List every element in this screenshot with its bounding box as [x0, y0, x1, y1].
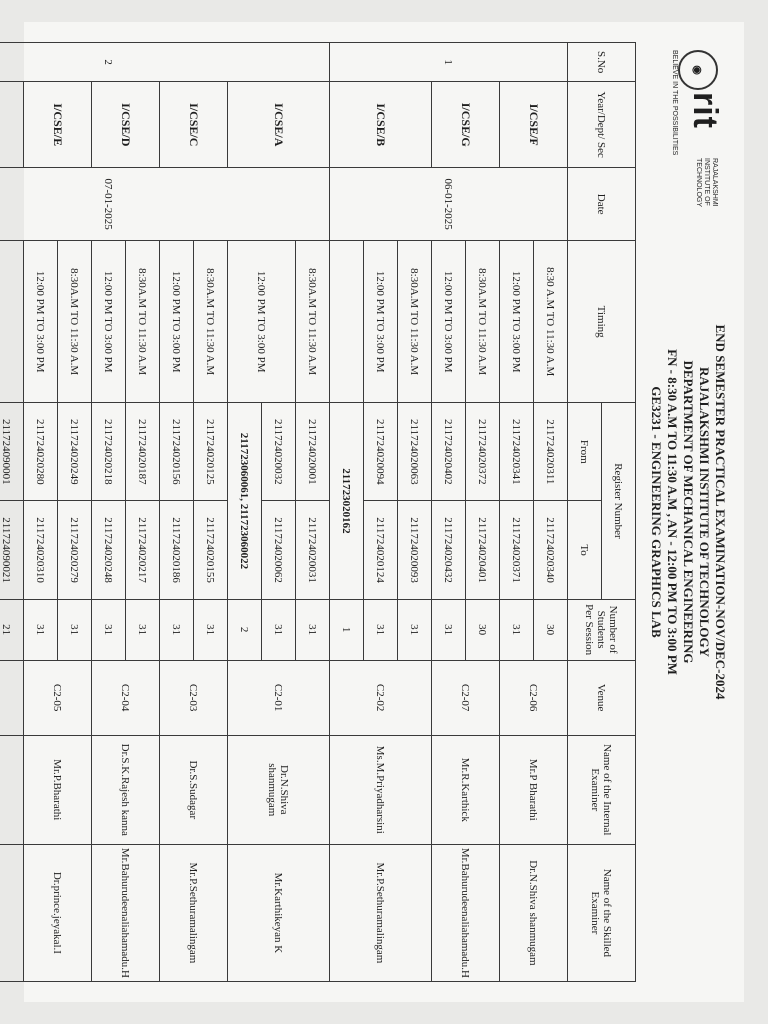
- register-from-cell: 211724020032: [262, 403, 296, 501]
- student-count-cell: 31: [262, 599, 296, 660]
- student-count-cell: 31: [500, 599, 534, 660]
- register-to-cell: 211724020031: [296, 501, 330, 599]
- student-count-cell: 1: [330, 599, 364, 660]
- register-to-cell: 211724020401: [466, 501, 500, 599]
- register-to-cell: 211724020432: [432, 501, 466, 599]
- logo-emblem-icon: ◉: [678, 50, 718, 90]
- student-count-cell: 31: [398, 599, 432, 660]
- title-line: GE3231 - ENGINEERING GRAPHICS LAB: [649, 386, 664, 638]
- timing-cell: 8:30A.M TO 11:30 A.M: [58, 241, 92, 403]
- skilled-examiner-cell: Mr.Bahurudeenaliahamadu.H: [92, 844, 160, 981]
- document-sheet: [0, 22, 744, 1002]
- register-from-cell: 211724020218: [92, 403, 126, 501]
- venue-cell: C2-04: [92, 660, 160, 735]
- student-count-cell: 21: [0, 599, 24, 660]
- venue-cell: C2-01: [228, 660, 330, 735]
- skilled-examiner-cell: [0, 844, 24, 981]
- year-dept-sec-cell: I/CSE/F: [500, 82, 568, 168]
- register-from-cell: 211724020249: [58, 403, 92, 501]
- register-to-cell: 211724090021: [0, 501, 24, 599]
- register-from-cell: 211724020372: [466, 403, 500, 501]
- register-from-cell: 211724020187: [126, 403, 160, 501]
- serial-number-cell: 2: [0, 43, 330, 82]
- logo-institute-name: RAJALAKSHMI INSTITUTE OF TECHNOLOGY: [695, 158, 718, 208]
- header-internal-examiner: Name of the Internal Examiner: [568, 735, 636, 844]
- timing-cell: 12:00 PM TO 3:00 PM: [92, 241, 126, 403]
- internal-examiner-cell: Mr.P Bharathi: [500, 735, 568, 844]
- skilled-examiner-cell: Mr.P.Sethuramalingam: [160, 844, 228, 981]
- timing-cell: 8:30A.M TO 11:30 A.M: [126, 241, 160, 403]
- register-to-cell: 211724020093: [398, 501, 432, 599]
- register-to-cell: 211724020371: [500, 501, 534, 599]
- student-count-cell: 30: [466, 599, 500, 660]
- register-from-cell: 211724020063: [398, 403, 432, 501]
- student-count-cell: 30: [534, 599, 568, 660]
- table-body: [0, 43, 568, 982]
- student-count-cell: 31: [160, 599, 194, 660]
- register-from-cell: 211724020156: [160, 403, 194, 501]
- register-from-cell: 211724020125: [194, 403, 228, 501]
- register-to-cell: 211724020310: [24, 501, 58, 599]
- header-venue: Venue: [568, 660, 636, 735]
- year-dept-sec-cell: I/CSE/B: [330, 82, 432, 168]
- timing-cell: 8:30A.M TO 11:30 A.M: [194, 241, 228, 403]
- title-line: DEPARTMENT OF MECHANICAL ENGINEERING: [681, 360, 696, 664]
- timing-cell: 12:00 PM TO 3:00 PM: [364, 241, 398, 403]
- institute-logo: [664, 50, 724, 220]
- header-date: Date: [568, 168, 636, 241]
- register-from-cell: 211724020341: [500, 403, 534, 501]
- timing-cell: 8:30A.M TO 11:30 A.M: [466, 241, 500, 403]
- timing-cell: 12:00 PM TO 3:00 PM: [432, 241, 466, 403]
- header-sno: S.No: [568, 43, 636, 82]
- student-count-cell: 31: [194, 599, 228, 660]
- timing-cell: 12:00 PM TO 3:00 PM: [228, 241, 296, 403]
- register-to-cell: 211724020124: [364, 501, 398, 599]
- student-count-cell: 31: [126, 599, 160, 660]
- register-number-cell: 211723020162: [330, 403, 364, 599]
- student-count-cell: 31: [296, 599, 330, 660]
- register-from-cell: 211724020094: [364, 403, 398, 501]
- serial-number-cell: 1: [330, 43, 568, 82]
- logo-brand: rit: [686, 92, 724, 129]
- timing-cell: 8:30 A.M TO 11:30 A.M: [534, 241, 568, 403]
- timing-cell: 12:00 PM TO 3:00 PM: [500, 241, 534, 403]
- student-count-cell: 31: [364, 599, 398, 660]
- register-to-cell: 211724020340: [534, 501, 568, 599]
- internal-examiner-cell: Dr.S.Sudagar: [160, 735, 228, 844]
- venue-cell: C2-05: [24, 660, 92, 735]
- venue-cell: C2-07: [432, 660, 500, 735]
- timing-cell: 12:00 PM TO 3:00 PM: [24, 241, 58, 403]
- skilled-examiner-cell: Dr.prince.jeyakal.I: [24, 844, 92, 981]
- venue-cell: [0, 660, 24, 735]
- register-to-cell: 211724020155: [194, 501, 228, 599]
- title-line: END SEMESTER PRACTICAL EXAMINATION-NOV/DEC-2024: [713, 324, 728, 700]
- year-dept-sec-cell: I/CSE/E: [24, 82, 92, 168]
- timing-cell: 8:30A.M TO 11:30 A.M: [296, 241, 330, 403]
- header-timing: Timing: [568, 241, 636, 403]
- register-to-cell: 211724020062: [262, 501, 296, 599]
- register-from-cell: 211724020402: [432, 403, 466, 501]
- date-cell: 07-01-2025: [0, 168, 330, 241]
- skilled-examiner-cell: Dr.N.Shiva shanmugam: [500, 844, 568, 981]
- register-from-cell: 211724020280: [24, 403, 58, 501]
- internal-examiner-cell: Ms.M.Priyadharsini: [330, 735, 432, 844]
- register-from-cell: 211724020311: [534, 403, 568, 501]
- internal-examiner-cell: Dr.N.Shiva shanmugam: [228, 735, 330, 844]
- title-block: [648, 242, 728, 782]
- skilled-examiner-cell: Mr.P.Sethuramalingam: [330, 844, 432, 981]
- register-number-cell: 211723060061, 211723060022: [228, 403, 262, 599]
- timing-cell: 12:00 PM TO 3:00 PM: [160, 241, 194, 403]
- table-header: [568, 43, 636, 982]
- register-to-cell: 211724020217: [126, 501, 160, 599]
- internal-examiner-cell: Mr.P.Bharathi: [24, 735, 92, 844]
- internal-examiner-cell: Mr.R.Karthick: [432, 735, 500, 844]
- header-register-number: Register Number: [602, 403, 636, 599]
- register-to-cell: 211724020279: [58, 501, 92, 599]
- timing-cell: [330, 241, 364, 403]
- date-cell: 06-01-2025: [330, 168, 568, 241]
- header-to: To: [568, 501, 602, 599]
- student-count-cell: 2: [228, 599, 262, 660]
- skilled-examiner-cell: Mr.Karthikeyan K: [228, 844, 330, 981]
- skilled-examiner-cell: Mr.Bahurudeenaliahamadu.H: [432, 844, 500, 981]
- logo-tagline: BELIEVE IN THE POSSIBILITIES: [671, 50, 678, 156]
- venue-cell: C2-06: [500, 660, 568, 735]
- venue-cell: C2-03: [160, 660, 228, 735]
- year-dept-sec-cell: I/CSE/D: [92, 82, 160, 168]
- student-count-cell: 31: [58, 599, 92, 660]
- year-dept-sec-cell: I/CSE/G: [432, 82, 500, 168]
- internal-examiner-cell: [0, 735, 24, 844]
- document-header: [620, 42, 730, 982]
- exam-schedule-table: [0, 42, 636, 982]
- register-from-cell: 211724090001: [0, 403, 24, 501]
- student-count-cell: 31: [24, 599, 58, 660]
- venue-cell: C2-02: [330, 660, 432, 735]
- student-count-cell: 31: [432, 599, 466, 660]
- header-from: From: [568, 403, 602, 501]
- student-count-cell: 31: [92, 599, 126, 660]
- year-dept-sec-cell: [0, 82, 24, 168]
- table-row: [296, 43, 330, 982]
- header-year-dept-sec: Year/Dept/ Sec: [568, 82, 636, 168]
- internal-examiner-cell: Dr.S.K.Rajesh kanna: [92, 735, 160, 844]
- year-dept-sec-cell: I/CSE/C: [160, 82, 228, 168]
- year-dept-sec-cell: I/CSE/A: [228, 82, 330, 168]
- title-line: FN - 8:30 A.M TO 11:30 A.M , AN - 12:00 PM TO 3:00 PM: [665, 349, 680, 675]
- timing-cell: [0, 241, 24, 403]
- table-row: [534, 43, 568, 982]
- title-line: RAJALAKSHMI INSTITUTE OF TECHNOLOGY: [697, 366, 712, 658]
- register-from-cell: 211724020001: [296, 403, 330, 501]
- register-to-cell: 211724020186: [160, 501, 194, 599]
- header-skilled-examiner: Name of the Skilled Examiner: [568, 844, 636, 981]
- header-students-per-session: Number of Students Per Session: [568, 599, 636, 660]
- timing-cell: 8:30A.M TO 11:30 A.M: [398, 241, 432, 403]
- register-to-cell: 211724020248: [92, 501, 126, 599]
